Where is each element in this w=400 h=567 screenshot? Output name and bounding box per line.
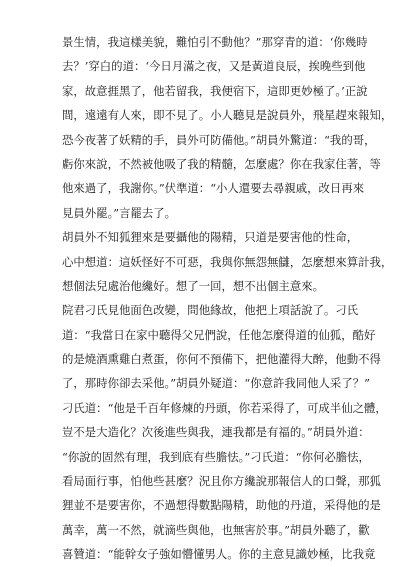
text-line: 恐今夜著了妖精的手，員外可防備他。”胡員外驚道：“我的哥， [62, 132, 376, 147]
text-line: 萬幸，萬一不然，就滴些與他，也無害於事。”胡員外聽了，歡 [62, 522, 370, 537]
text-line: 了，那時你卻去采他。”胡員外疑道：“你意許我同他人采了？” [62, 376, 370, 391]
text-line: 道：“我當日在家中聽得父兄們說，任他怎麼得道的仙狐，酷好 [62, 327, 376, 342]
text-line: 去？’穿白的道：‘今日月滿之夜，又是黃道良辰，挨晚些到他 [62, 59, 366, 74]
text-line: 虧你來說，不然被他吸了我的精髓，怎麼處？你在我家住著，等 [62, 156, 381, 171]
text-line: 院君刁氏見他面色改變，問他緣故，他把上項話說了。刁氏 [62, 303, 359, 318]
paragraph [62, 30, 393, 225]
text-line: 他來過了，我謝你。”伏準道：“小人還要去尋親戚，改日再來 [62, 181, 365, 196]
text-line: “你說的固然有理，我到底有些膽怯。”刁氏道：“你何必膽怯， [62, 449, 370, 464]
text-line: 胡員外不知狐狸來是要攝他的陽精，只道是要害他的性命， [62, 230, 359, 245]
paragraph [62, 298, 387, 566]
text-line: 喜贊道：“能幹女子強如懵懂男人。你的主意見識妙極，比我竟 [62, 547, 376, 562]
paragraph [62, 225, 393, 298]
body-text [62, 30, 393, 567]
text-line: 刁氏道：“他是千百年修煉的丹頭，你若采得了，可成半仙之體， [62, 400, 387, 415]
text-line: 狸並不是要害你，不過想得數點陽精，助他的丹道，采得他的是 [62, 498, 381, 513]
text-line: 豈不是大造化？次後進些與我，連我都是有福的。”胡員外道： [62, 425, 370, 440]
text-line: 間，遠遠有人來，即不見了。小人聽見是說員外，飛星趕來報知， [62, 108, 393, 123]
text-line: 心中想道：這妖怪好不可惡，我與你無怨無讎，怎麼想來算計我， [62, 254, 393, 269]
text-line: 家，故意捱黑了，他若留我，我便宿下，這即更妙極了。’正說 [62, 83, 368, 98]
text-line: 想個法兒處治他纔好。想了一回，想不出個主意來。 [62, 278, 324, 293]
text-line: 的是燒酒熏雞白煮蛋，你何不預備下，把他灌得大醉，他動不得 [62, 352, 381, 367]
text-line: 看局面行事，怕他些甚麼？況且你方纔說那報信人的口聲，那狐 [62, 474, 381, 489]
text-line: 見員外罷。”言罷去了。 [62, 205, 177, 220]
text-line: 景生情，我這樣美貌，難怕引不動他？”那穿青的道：‘你幾時 [62, 35, 368, 49]
